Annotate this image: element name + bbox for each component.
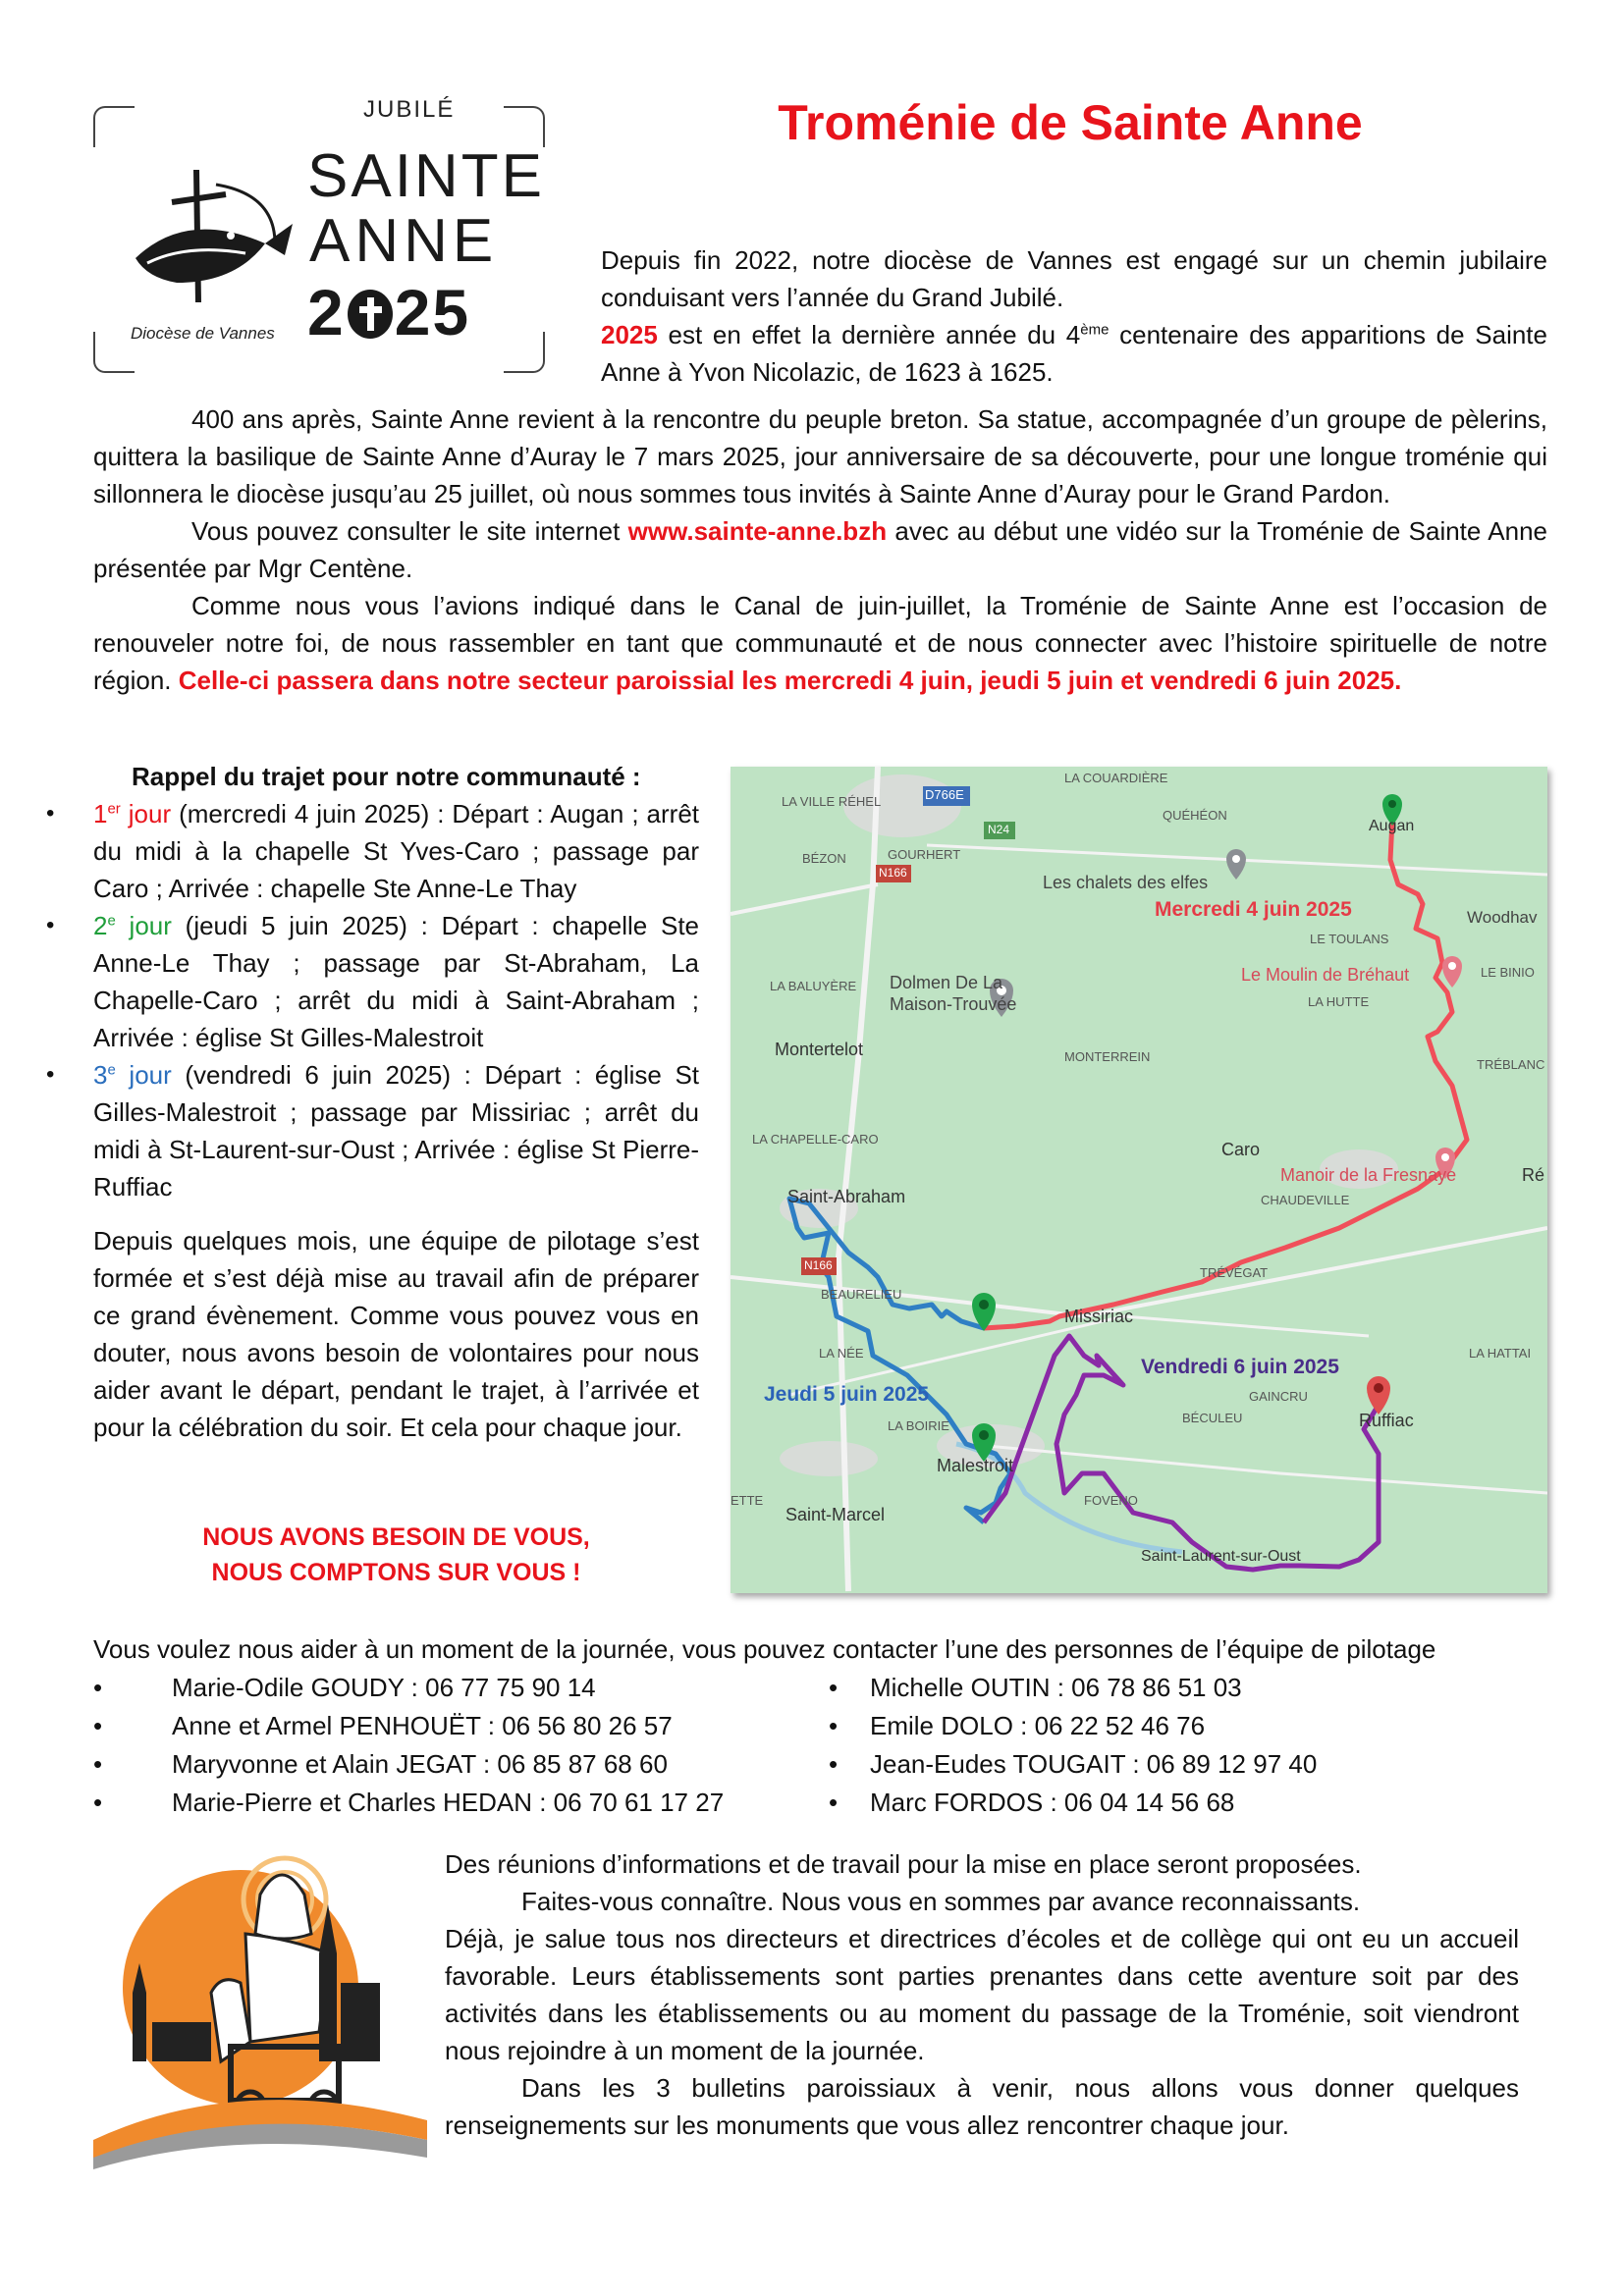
- route-map: [731, 767, 1547, 1593]
- map-label: LA BALUYÈRE: [770, 979, 857, 993]
- closing-paragraph-4: Dans les 3 bulletins paroissiaux à venir, nous allons vous donner quelques renseignements sur les monuments que vous allez rencontrer chaque jour.: [445, 2073, 1519, 2140]
- map-label: BÉCULEU: [1182, 1411, 1243, 1425]
- intro-block: [601, 241, 1547, 391]
- map-label: TRÉBLANC: [1477, 1057, 1545, 1072]
- contact-right-1: • Emile DOLO : 06 22 52 46 76: [870, 1707, 1205, 1744]
- contact-left-1: • Anne et Armel PENHOUËT : 06 56 80 26 57: [172, 1707, 673, 1744]
- map-label: Les chalets des elfes: [1043, 873, 1209, 892]
- closing-block: [445, 1845, 1519, 2144]
- map-road-n24: N24: [988, 823, 1010, 836]
- body-paragraph-2: Vous pouvez consulter le site internet www.sainte-anne.bzh avec au début une vidéo sur la Troménie de Sainte Anne présentée par Mgr Centène.: [93, 516, 1547, 583]
- map-day3-label: Vendredi 6 juin 2025: [1141, 1356, 1339, 1378]
- map-road-n166-b: N166: [804, 1258, 833, 1272]
- map-label: Ré: [1522, 1165, 1545, 1185]
- rappel-list: [46, 795, 700, 1205]
- map-label: BÉZON: [802, 851, 846, 866]
- map-road-d766: D766E: [925, 787, 964, 802]
- bullet-icon: •: [46, 1061, 55, 1088]
- sector-dates: Celle-ci passera dans notre secteur paroissial les mercredi 4 juin, jeudi 5 juin et vendredi 6 juin 2025.: [178, 666, 1402, 695]
- bullet-icon: •: [93, 1788, 103, 1817]
- map-label: GOURHERT: [888, 847, 961, 862]
- map-label: LA NÉE: [819, 1346, 864, 1361]
- logo-diocese: Diocèse de Vannes: [131, 324, 275, 343]
- map-day1-label: Mercredi 4 juin 2025: [1155, 898, 1352, 921]
- contact-left-3: • Marie-Pierre et Charles HEDAN : 06 70 61 17 27: [172, 1784, 724, 1821]
- contact-left-2: • Maryvonne et Alain JEGAT : 06 85 87 68 60: [172, 1745, 668, 1783]
- map-label: Manoir de la Fresnaye: [1280, 1165, 1457, 1185]
- bullet-icon: •: [829, 1788, 839, 1817]
- body-block: [93, 400, 1547, 699]
- map-label: BEAURELIEU: [821, 1287, 902, 1302]
- map-road-n166-a: N166: [879, 866, 907, 880]
- map-label: CHAUDEVILLE: [1261, 1193, 1350, 1207]
- map-label: Missiriac: [1064, 1307, 1133, 1326]
- bullet-icon: •: [93, 1673, 103, 1702]
- bullet-icon: •: [46, 912, 55, 938]
- map-label: LE TOULANS: [1310, 932, 1389, 946]
- body-paragraph-3: Comme nous vous l’avions indiqué dans le Canal de juin-juillet, la Troménie de Sainte Anne est l’occasion de renouveler notre foi, de nous rassembler en tant que communauté et de nous connecter avec l’histoire spirituelle de notre région. Celle-ci passera dans notre secteur paroissial les mercredi 4 juin, jeudi 5 juin et vendredi 6 juin 2025.: [93, 591, 1547, 695]
- contact-right-2: • Jean-Eudes TOUGAIT : 06 89 12 97 40: [870, 1745, 1317, 1783]
- contact-right-0: • Michelle OUTIN : 06 78 86 51 03: [870, 1669, 1242, 1706]
- list-item-day2: • 2e jour (jeudi 5 juin 2025) : Départ : chapelle Ste Anne-Le Thay ; passage par St-Abraham, La Chapelle-Caro ; arrêt du midi à Saint-Abraham ; Arrivée : église St Gilles-Malestroit: [93, 907, 699, 1056]
- logo-sainte: SAINTE: [307, 142, 545, 210]
- bullet-icon: •: [829, 1749, 839, 1779]
- map-label: MONTERREIN: [1064, 1049, 1151, 1064]
- appeal-line-1: NOUS AVONS BESOIN DE VOUS,: [202, 1523, 590, 1551]
- bullet-icon: •: [93, 1749, 103, 1779]
- map-label: LA VILLE RÉHEL: [782, 794, 882, 809]
- year-2025: 2025: [601, 320, 658, 349]
- closing-paragraph-3: Déjà, je salue tous nos directeurs et directrices d’écoles et de collège qui ont eu un accueil favorable. Leurs établissements sont parties prenantes dans cette aventure soit par des activités dans les établissements ou au moment du passage de la Troménie, soit viendront nous rejoindre à un moment de la journée.: [445, 1924, 1519, 2065]
- fish-cross-emblem-icon: [128, 165, 295, 312]
- logo-year: [307, 275, 470, 349]
- appeal-line-2: NOUS COMPTONS SUR VOUS !: [211, 1559, 581, 1586]
- bullet-icon: •: [829, 1711, 839, 1740]
- map-day2-label: Jeudi 5 juin 2025: [764, 1383, 930, 1406]
- map-label: LA COUARDIÈRE: [1064, 771, 1168, 785]
- list-item-day1: • 1er jour (mercredi 4 juin 2025) : Départ : Augan ; arrêt du midi à la chapelle St Yves-Caro ; passage par Caro ; Arrivée : chapelle Ste Anne-Le Thay: [93, 795, 699, 907]
- map-label: TRÉVÉGAT: [1200, 1265, 1269, 1280]
- map-label: LA BOIRIE: [888, 1418, 949, 1433]
- logo-year-cross-zero: [348, 290, 393, 339]
- contact-right-3: • Marc FORDOS : 06 04 14 56 68: [870, 1784, 1234, 1821]
- contacts-intro: Vous voulez nous aider à un moment de la journée, vous pouvez contacter l’une des personnes de l’équipe de pilotage: [93, 1634, 1436, 1664]
- map-label: Maison-Trouvée: [890, 994, 1017, 1014]
- bullet-icon: •: [93, 1711, 103, 1740]
- tromenie-pilgrim-logo-icon: [93, 1845, 427, 2169]
- map-label: Dolmen De La: [890, 973, 1003, 992]
- logo-year-25: 25: [394, 276, 471, 348]
- map-label: Augan: [1369, 818, 1415, 834]
- rappel-heading: Rappel du trajet pour notre communauté :: [132, 762, 641, 791]
- map-label: FOVENO: [1084, 1493, 1138, 1508]
- map-label: LE BINIO: [1481, 965, 1535, 980]
- map-label: GAINCRU: [1249, 1389, 1308, 1404]
- map-label: Saint-Abraham: [787, 1187, 906, 1206]
- map-label: Woodhav: [1467, 908, 1538, 927]
- jubile-logo: [93, 96, 545, 373]
- closing-paragraph-2: Faites-vous connaître. Nous vous en sommes par avance reconnaissants.: [521, 1887, 1361, 1916]
- logo-year-2: 2: [307, 276, 346, 348]
- map-label: Saint-Laurent-sur-Oust: [1141, 1548, 1301, 1565]
- body-paragraph-1: 400 ans après, Sainte Anne revient à la rencontre du peuple breton. Sa statue, accompagnée d’un groupe de pèlerins, quittera la basilique de Sainte Anne d’Auray le 7 mars 2025, jour anniversaire de sa découverte, pour une longue troménie qui sillonnera le diocèse jusqu’au 25 juillet, où nous sommes tous invités à Sainte Anne d’Auray pour le Grand Pardon.: [93, 404, 1547, 508]
- map-label: QUÉHÉON: [1163, 808, 1227, 823]
- website-link[interactable]: www.sainte-anne.bzh: [627, 516, 888, 546]
- map-label: ETTE: [731, 1493, 764, 1508]
- bullet-icon: •: [829, 1673, 839, 1702]
- contact-left-0: • Marie-Odile GOUDY : 06 77 75 90 14: [172, 1669, 596, 1706]
- closing-paragraph-1: Des réunions d’informations et de travail pour la mise en place seront proposées.: [445, 1849, 1362, 1879]
- logo-anne: ANNE: [309, 207, 499, 275]
- appeal: [93, 1520, 699, 1590]
- bullet-icon: •: [46, 800, 55, 827]
- map-label: Caro: [1221, 1140, 1261, 1159]
- intro-paragraph-1: Depuis fin 2022, notre diocèse de Vannes est engagé sur un chemin jubilaire conduisant vers l’année du Grand Jubilé.: [601, 245, 1547, 312]
- map-label: LA HATTAI: [1469, 1346, 1532, 1361]
- map-label: Malestroit: [937, 1456, 1014, 1475]
- map-label: LA HUTTE: [1308, 994, 1370, 1009]
- pilotage-paragraph: Depuis quelques mois, une équipe de pilotage s’est formée et s’est déjà mise au travail afin de préparer ce grand évènement. Comme vous pouvez vous en douter, nous avons besoin de volontaires pour nous aider avant le départ, pendant le trajet, à l’arrivée et pour la célébration du soir. Et cela pour chaque jour.: [93, 1226, 699, 1442]
- map-label: Le Moulin de Bréhaut: [1241, 965, 1410, 985]
- logo-jubile-text: JUBILÉ: [363, 96, 456, 123]
- list-item-day3: • 3e jour (vendredi 6 juin 2025) : Départ : église St Gilles-Malestroit ; passage par Missiriac ; arrêt du midi à St-Laurent-sur-Oust ; Arrivée : église St Pierre-Ruffiac: [93, 1056, 699, 1205]
- map-label: Saint-Marcel: [785, 1505, 886, 1524]
- page-title: Troménie de Sainte Anne: [778, 95, 1363, 150]
- map-label: Montertelot: [775, 1040, 864, 1059]
- map-label: LA CHAPELLE-CARO: [752, 1132, 879, 1147]
- intro-paragraph-2: 2025 est en effet la dernière année du 4ème centenaire des apparitions de Sainte Anne à Yvon Nicolazic, de 1623 à 1625.: [601, 320, 1547, 387]
- map-label: Ruffiac: [1359, 1411, 1414, 1430]
